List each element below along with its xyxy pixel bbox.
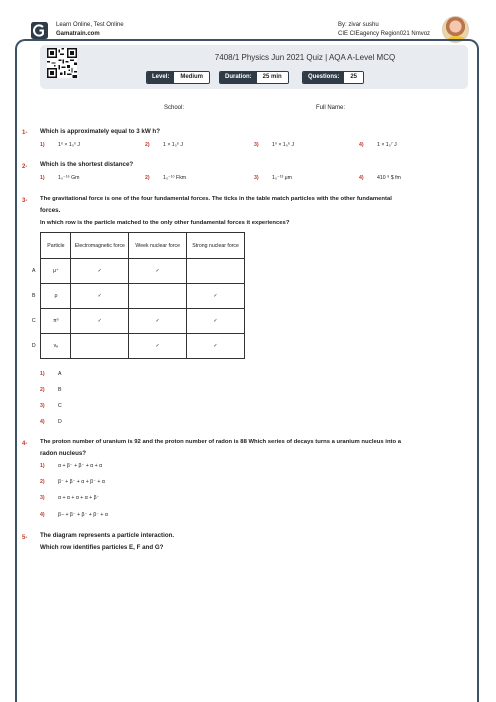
question-text-cont: forces. bbox=[40, 207, 61, 214]
level-badge bbox=[146, 71, 210, 84]
table-header: Strong nuclear force bbox=[187, 233, 245, 259]
option-text: 1⁰ × 1₀⁶ J bbox=[272, 142, 295, 148]
option-text: B bbox=[58, 387, 62, 393]
question-text: Which is the shortest distance? bbox=[40, 161, 134, 168]
option-text: C bbox=[58, 403, 62, 409]
answer-option[interactable] bbox=[145, 175, 186, 181]
question-text: The gravitational force is one of the four fundamental forces. The ticks in the table match particles with the other fundamental bbox=[40, 196, 392, 202]
question-text: Which is approximately equal to 3 kW h? bbox=[40, 128, 160, 135]
option-text: 1⁰ × 1₀⁰ J bbox=[58, 142, 81, 148]
duration-badge bbox=[219, 71, 289, 84]
gamatrain-logo-icon bbox=[31, 22, 48, 39]
question-number: 3- bbox=[22, 198, 28, 204]
row-label: C bbox=[27, 309, 41, 334]
option-number: 3) bbox=[40, 403, 45, 409]
option-text: α + α + α + α + β⁻ bbox=[58, 495, 100, 501]
brand-block bbox=[56, 21, 124, 39]
answer-option[interactable] bbox=[359, 175, 401, 181]
question-number: 2- bbox=[22, 164, 28, 170]
particle-cell: π⁰ bbox=[41, 309, 71, 334]
table-header: Week nuclear force bbox=[129, 233, 187, 259]
answer-option[interactable] bbox=[254, 142, 294, 148]
level-value: Medium bbox=[174, 72, 209, 83]
option-text: D bbox=[58, 419, 62, 425]
option-number: 2) bbox=[40, 387, 45, 393]
answer-option[interactable] bbox=[40, 387, 61, 393]
duration-value: 25 min bbox=[257, 72, 288, 83]
tick-cell bbox=[129, 284, 187, 309]
option-number: 3) bbox=[254, 142, 259, 148]
question-subtext: Which row identifies particles E, F and G? bbox=[40, 544, 164, 551]
option-number: 2) bbox=[145, 142, 150, 148]
option-number: 3) bbox=[40, 495, 45, 501]
question-number: 5- bbox=[22, 535, 28, 541]
level-label: Level: bbox=[147, 72, 174, 83]
option-text: β⁻ + β⁻ + α + β⁻ + α bbox=[58, 479, 105, 485]
tick-cell: ✓ bbox=[129, 309, 187, 334]
answer-option[interactable] bbox=[40, 463, 102, 469]
row-label: A bbox=[27, 259, 41, 284]
particle-cell: νₑ bbox=[41, 334, 71, 359]
option-number: 4) bbox=[40, 419, 45, 425]
question-number: 1- bbox=[22, 130, 28, 136]
particle-cell: μ⁺ bbox=[41, 259, 71, 284]
table-row bbox=[27, 309, 245, 334]
brand-url[interactable]: Gamatrain.com bbox=[56, 31, 100, 37]
particle-cell: ρ bbox=[41, 284, 71, 309]
qr-code-icon bbox=[47, 48, 77, 78]
option-text: A bbox=[58, 371, 62, 377]
answer-option[interactable] bbox=[40, 175, 79, 181]
tick-cell bbox=[187, 259, 245, 284]
tick-cell: ✓ bbox=[187, 284, 245, 309]
answer-option[interactable] bbox=[40, 142, 80, 148]
quiz-title: 7408/1 Physics Jun 2021 Quiz | AQA A-Level MCQ bbox=[214, 53, 396, 62]
option-number: 4) bbox=[359, 175, 364, 181]
option-text: 1 × 1₀⁶ J bbox=[163, 142, 184, 148]
answer-option[interactable] bbox=[40, 403, 62, 409]
answer-option[interactable] bbox=[359, 142, 397, 148]
question-text: The diagram represents a particle interaction. bbox=[40, 532, 175, 539]
option-text: 1₀⁻¹⁰ Fkm bbox=[163, 175, 187, 181]
option-text: 1₀⁻¹³ μm bbox=[272, 175, 292, 181]
tick-cell: ✓ bbox=[71, 259, 129, 284]
option-text: β− + β⁻ + β⁻ + β⁻ + α bbox=[58, 512, 108, 518]
answer-option[interactable] bbox=[40, 371, 61, 377]
table-row bbox=[27, 284, 245, 309]
option-number: 1) bbox=[40, 175, 45, 181]
tick-cell: ✓ bbox=[129, 334, 187, 359]
table-header-row bbox=[27, 233, 245, 259]
option-text: α + β⁻ + β⁻ + α + α bbox=[58, 463, 103, 469]
answer-option[interactable] bbox=[40, 512, 108, 518]
tick-cell: ✓ bbox=[71, 309, 129, 334]
option-text: 410 ⁹ $ fm bbox=[377, 175, 401, 181]
particle-table bbox=[27, 232, 245, 359]
author-org: CIE CIEagency Region021 Nmvoz bbox=[338, 31, 431, 37]
option-number: 3) bbox=[254, 175, 259, 181]
question-subtext: In which row is the particle matched to the only other fundamental forces it experiences? bbox=[40, 220, 290, 226]
author-block bbox=[338, 21, 430, 39]
full-name-field[interactable]: Full Name: bbox=[316, 105, 346, 111]
school-field[interactable]: School: bbox=[164, 105, 185, 111]
question-text-cont: radon nucleus? bbox=[40, 450, 87, 457]
table-header: Particle bbox=[41, 233, 71, 259]
option-number: 2) bbox=[40, 479, 45, 485]
tick-cell: ✓ bbox=[71, 284, 129, 309]
option-number: 1) bbox=[40, 142, 45, 148]
tick-cell: ✓ bbox=[187, 309, 245, 334]
tick-cell bbox=[71, 334, 129, 359]
table-row bbox=[27, 334, 245, 359]
questions-value: 25 bbox=[344, 72, 363, 83]
option-text: 1₀⁻¹⁶ Gm bbox=[58, 175, 80, 181]
question-text: The proton number of uranium is 92 and the proton number of radon is 88 Which series of decays turns a uranium nucleus into a bbox=[40, 439, 402, 445]
brand-tagline: Learn Online, Test Online bbox=[56, 22, 124, 28]
option-number: 1) bbox=[40, 463, 45, 469]
questions-badge bbox=[302, 71, 364, 84]
answer-option[interactable] bbox=[145, 142, 183, 148]
answer-option[interactable] bbox=[40, 419, 62, 425]
question-number: 4- bbox=[22, 441, 28, 447]
option-text: 1 × 1₀⁷ J bbox=[377, 142, 397, 148]
questions-label: Questions: bbox=[303, 72, 344, 83]
option-number: 1) bbox=[40, 371, 45, 377]
answer-option[interactable] bbox=[254, 175, 292, 181]
tick-cell: ✓ bbox=[129, 259, 187, 284]
duration-label: Duration: bbox=[220, 72, 257, 83]
option-number: 2) bbox=[145, 175, 150, 181]
answer-option[interactable] bbox=[40, 495, 99, 501]
table-row bbox=[27, 259, 245, 284]
table-header: Electromagnetic force bbox=[71, 233, 129, 259]
row-label: D bbox=[27, 334, 41, 359]
row-label: B bbox=[27, 284, 41, 309]
author-name: By: zivar sushu bbox=[338, 22, 379, 28]
option-number: 4) bbox=[359, 142, 364, 148]
tick-cell: ✓ bbox=[187, 334, 245, 359]
answer-option[interactable] bbox=[40, 479, 105, 485]
page-frame bbox=[15, 39, 479, 702]
option-number: 4) bbox=[40, 512, 45, 518]
